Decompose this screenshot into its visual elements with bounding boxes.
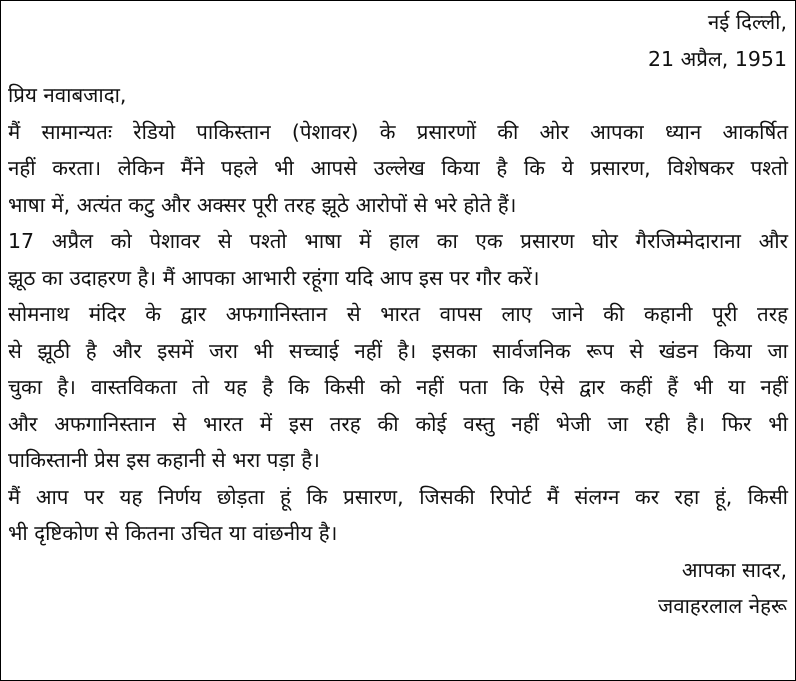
letter-signature: जवाहरलाल नेहरू — [657, 594, 787, 618]
letter-paragraph-2 — [8, 223, 788, 296]
paragraph-line: मैं आप पर यह निर्णय छोड़ता हूं कि प्रसारण, जिसकी रिपोर्ट मैं संलग्न कर रहा हूं, किसी — [8, 484, 788, 509]
paragraph-line: भाषा में, अत्यंत कटु और अक्सर पूरी तरह झूठे आरोपों से भरे होते हैं। — [8, 192, 517, 217]
letter-place: नई दिल्ली, — [707, 10, 787, 34]
paragraph-line: मैं सामान्यतः रेडियो पाकिस्तान (पेशावर) के प्रसारणों की ओर आपका ध्यान आकर्षित — [8, 119, 788, 144]
letter-paragraph-3 — [8, 296, 788, 479]
paragraph-line: झूठ का उदाहरण है। मैं आपका आभारी रहूंगा यदि आप इस पर गौर करें। — [8, 265, 540, 290]
letter-salutation: प्रिय नवाबजादा, — [8, 83, 127, 107]
paragraph-line: सोमनाथ मंदिर के द्वार अफगानिस्तान से भारत वापस लाए जाने की कहानी पूरी तरह — [8, 302, 788, 326]
paragraph-line: 17 अप्रैल को पेशावर से पश्तो भाषा में हाल का एक प्रसारण घोर गैरजिम्मेदाराना और — [8, 229, 788, 253]
letter-paragraph-4 — [8, 479, 788, 552]
paragraph-line: पाकिस्तानी प्रेस इस कहानी से भरा पड़ा है। — [8, 448, 320, 472]
letter-closing: आपका सादर, — [681, 557, 787, 582]
paragraph-line: और अफगानिस्तान से भारत में इस तरह की कोई वस्तु नहीं भेजी जा रही है। फिर भी — [8, 411, 788, 436]
paragraph-line: से झूठी है और इसमें जरा भी सच्चाई नहीं है। इसका सार्वजनिक रूप से खंडन किया जा — [8, 338, 788, 363]
paragraph-line: भी दृष्टिकोण से कितना उचित या वांछनीय है। — [8, 521, 338, 545]
paragraph-line: नहीं करता। लेकिन मैंने पहले भी आपसे उल्लेख किया है कि ये प्रसारण, विशेषकर पश्तो — [8, 156, 788, 180]
letter-paragraph-1 — [8, 114, 788, 224]
paragraph-line: चुका है। वास्तविकता तो यह है कि किसी को नहीं पता कि ऐसे द्वार कहीं हैं भी या नहीं — [8, 375, 788, 399]
letter-date: 21 अप्रैल, 1951 — [647, 46, 787, 71]
